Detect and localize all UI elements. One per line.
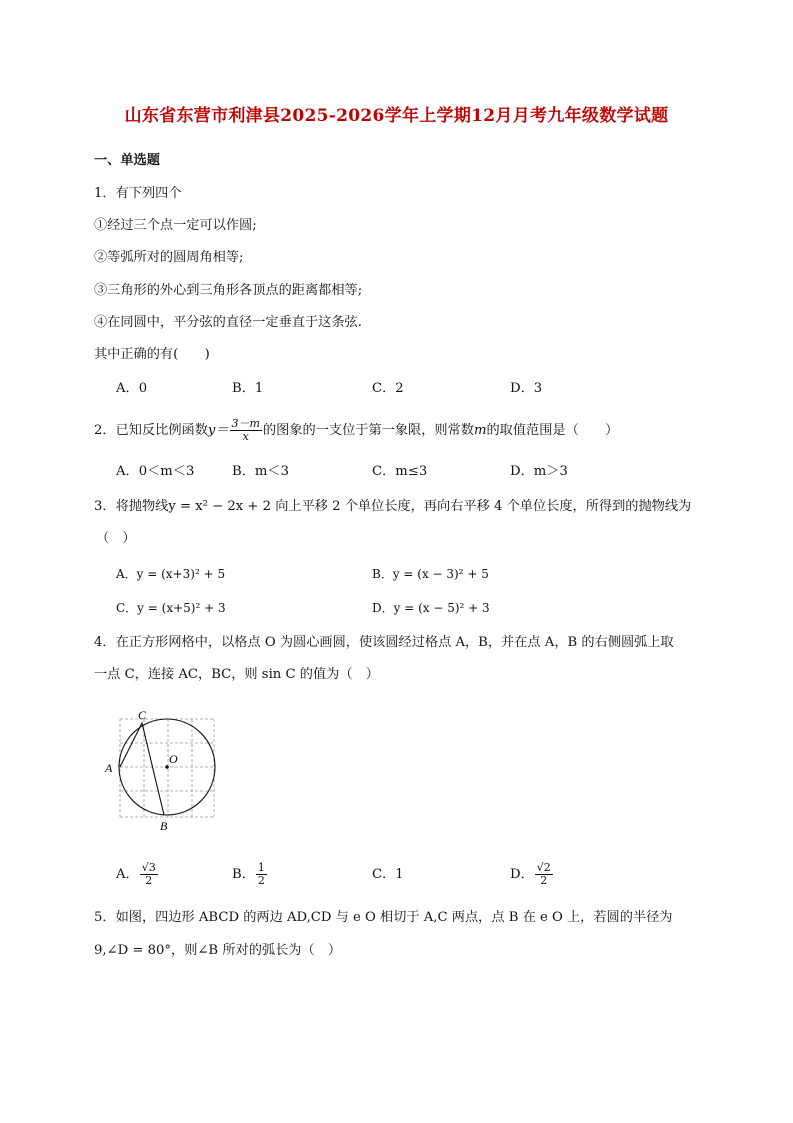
page-title: 山东省东营市利津县2025-2026学年上学期12月月考九年级数学试题 [124, 106, 669, 126]
q4-figure-svg [100, 705, 230, 835]
q4-option-a-label: A． [116, 867, 139, 882]
q4-label-c: C [138, 708, 147, 722]
q5-stem-line2: 9,∠D = 80°，则∠B 所对的弧长为（ ） [94, 943, 342, 958]
q1-question: 其中正确的有( ) [94, 347, 210, 362]
q1-statement-4: ④在同圆中，平分弦的直径一定垂直于这条弦. [94, 315, 362, 330]
q4-option-b-label: B． [232, 867, 255, 882]
q3-stem-line2: （ ） [96, 531, 136, 546]
q4-option-d [510, 858, 554, 892]
q4-label-o: O [169, 752, 178, 766]
q4-option-a [116, 858, 159, 892]
q4-label-a: A [105, 761, 113, 775]
q2-option-b: B．m＜3 [232, 464, 289, 479]
q3-option-b: B．y = (x − 3)² + 5 [372, 567, 489, 581]
q5-stem: 5．如图，四边形 ABCD 的两边 AD,CD 与 e O 相切于 A,C 两点，点 B 在 e O 上，若圆的半径为 [94, 910, 673, 925]
q1-statement-2: ②等弧所对的圆周角相等; [94, 250, 244, 265]
q2-option-c: C．m≤3 [372, 464, 428, 479]
q4-option-d-numerator: √2 [536, 861, 551, 874]
q2-option-d: D．m＞3 [510, 464, 568, 479]
q3-option-d: D．y = (x − 5)² + 3 [372, 601, 490, 615]
q2-stem-post: 的图象的一支位于第一象限，则常数 [262, 423, 474, 438]
q4-option-a-fraction [140, 862, 158, 887]
q3-option-a: A．y = (x+3)² + 5 [116, 567, 226, 581]
q4-option-b-denominator: 2 [257, 874, 265, 887]
q4-option-a-denominator: 2 [145, 874, 153, 887]
q4-option-d-denominator: 2 [540, 874, 548, 887]
q3-option-c: C．y = (x+5)² + 3 [116, 601, 226, 615]
q4-option-b-numerator: 1 [257, 861, 265, 874]
q4-option-d-label: D． [510, 867, 534, 882]
q4-figure-grid-circle [100, 705, 230, 835]
q2-y-eq: y＝ [207, 423, 229, 438]
q1-stem: 1．有下列四个 [94, 186, 182, 201]
q4-stem-line2: 一点 C，连接 AC，BC，则 sin C 的值为（ ） [94, 667, 379, 682]
q1-option-b: B．1 [232, 381, 264, 396]
q4-option-b-fraction [256, 862, 267, 887]
q1-statement-1: ①经过三个点一定可以作圆; [94, 218, 257, 233]
q1-option-d: D．3 [510, 381, 543, 396]
q4-label-b: B [160, 819, 168, 833]
q1-option-a: A．0 [116, 381, 148, 396]
q3-stem: 3．将抛物线y = x² − 2x + 2 向上平移 2 个单位长度，再向右平移 4 个单位长度，所得到的抛物线为 [94, 499, 692, 514]
q4-stem: 4．在正方形网格中，以格点 O 为圆心画圆，使该圆经过格点 A，B，并在点 A，B 的右侧圆弧上取 [94, 635, 674, 650]
q2-stem-pre: 2．已知反比例函数 [94, 423, 208, 438]
section-heading: 一、单选题 [94, 153, 160, 168]
q4-option-b [232, 858, 268, 892]
q4-option-a-numerator: √3 [141, 861, 156, 874]
q1-statement-3: ③三角形的外心到三角形各顶点的距离都相等; [94, 283, 363, 298]
q2-option-a: A．0＜m＜3 [116, 464, 195, 479]
q4-chords-ac-cb [120, 723, 164, 815]
q2-fraction-numerator: 3－m [231, 417, 260, 430]
q4-option-c: C．1 [372, 867, 404, 882]
q2-variable: m [473, 423, 487, 438]
q2-fraction-denominator: x [242, 430, 249, 443]
q2-stem-post2: 的取值范围是（ ） [486, 423, 619, 438]
q1-option-c: C．2 [372, 381, 404, 396]
q4-option-d-fraction [535, 862, 553, 887]
q2-stem [94, 415, 618, 447]
q2-fraction [230, 418, 262, 443]
